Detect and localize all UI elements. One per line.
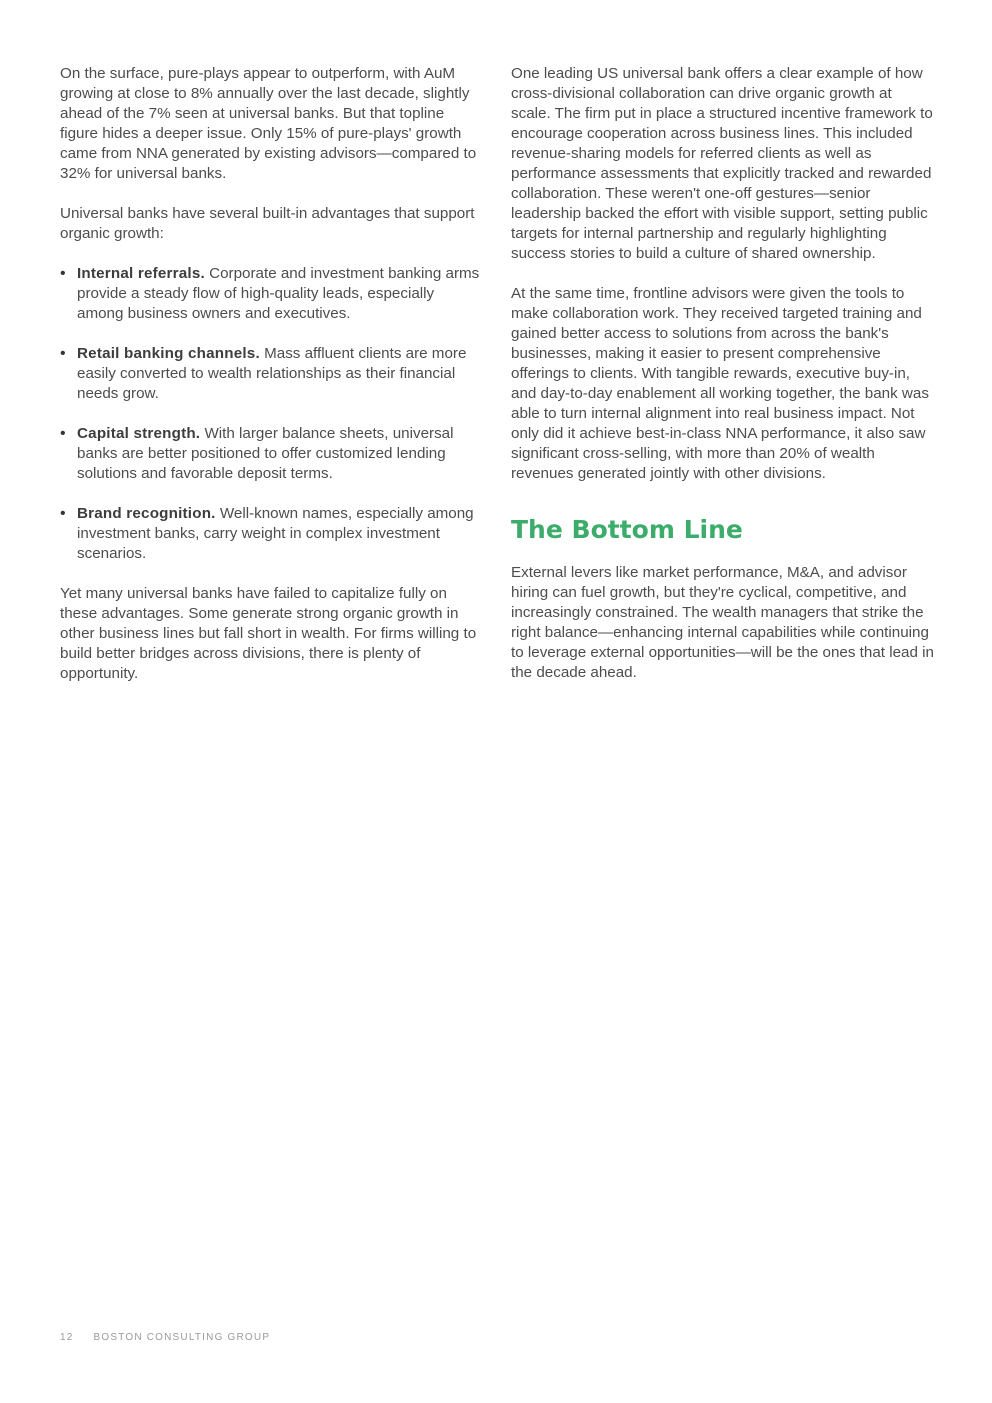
- left-column: [60, 64, 480, 704]
- body-paragraph: External levers like market performance, M&A, and advisor hiring can fuel growth, but they're cyclical, competitive, and increasingly constrained. The wealth managers that strike the right balance—enhancing internal capabilities while continuing to leverage external opportunities—will be the ones that lead in the decade ahead.: [511, 564, 934, 681]
- list-item-text: Corporate and investment banking arms provide a steady flow of high-quality leads, especially among business owners and executives.: [77, 265, 480, 322]
- body-paragraph: Yet many universal banks have failed to capitalize fully on these advantages. Some generate strong organic growth in other business lines but fall short in wealth. For firms willing to build better bridges across divisions, there is plenty of opportunity.: [60, 585, 477, 682]
- advantages-list: [60, 264, 480, 564]
- list-item-title: Internal referrals.: [77, 265, 205, 282]
- list-item-title: Brand recognition.: [77, 505, 216, 522]
- section-heading: The Bottom Line: [511, 515, 743, 544]
- bullet-icon: •: [60, 345, 66, 362]
- right-column: [511, 64, 935, 703]
- bullet-icon: •: [60, 265, 66, 282]
- list-item: [60, 504, 480, 564]
- list-item: [60, 344, 480, 404]
- body-paragraph: Universal banks have several built-in advantages that support organic growth:: [60, 205, 475, 242]
- list-item: [60, 264, 480, 324]
- body-paragraph: One leading US universal bank offers a clear example of how cross-divisional collaboration can drive organic growth at scale. The firm put in place a structured incentive framework to encourage cooperation across business lines. This included revenue-sharing models for referred clients as well as performance assessments that explicitly tracked and rewarded collaboration. These weren't one-off gestures—senior leadership backed the effort with visible support, setting public targets for internal partnership and regularly highlighting success stories to build a culture of shared ownership.: [511, 65, 933, 262]
- list-item-text: Mass affluent clients are more easily converted to wealth relationships as their financial needs grow.: [77, 345, 467, 402]
- list-item-title: Retail banking channels.: [77, 345, 260, 362]
- page-footer: [60, 1332, 270, 1343]
- body-paragraph: On the surface, pure-plays appear to outperform, with AuM growing at close to 8% annually over the last decade, slightly ahead of the 7% seen at universal banks. But that topline figure hides a deeper issue. Only 15% of pure-plays' growth came from NNA generated by existing advisors—compared to 32% for universal banks.: [60, 65, 477, 182]
- list-item: [60, 424, 480, 484]
- list-item-text: Well-known names, especially among investment banks, carry weight in complex investment scenarios.: [77, 505, 474, 562]
- body-paragraph: At the same time, frontline advisors were given the tools to make collaboration work. They received targeted training and gained better access to solutions from across the bank's businesses, making it easier to present comprehensive offerings to clients. With tangible rewards, executive buy-in, and day-to-day enablement all working together, the bank was able to turn internal alignment into real business impact. Not only did it achieve best-in-class NNA performance, it also saw significant cross-selling, with more than 20% of wealth revenues generated jointly with other divisions.: [511, 285, 929, 482]
- list-item-title: Capital strength.: [77, 425, 201, 442]
- publisher-name: BOSTON CONSULTING GROUP: [93, 1332, 271, 1343]
- page-number: 12: [60, 1332, 74, 1343]
- list-item-text: With larger balance sheets, universal banks are better positioned to offer customized lending solutions and favorable deposit terms.: [77, 425, 454, 482]
- bullet-icon: •: [60, 425, 66, 442]
- bullet-icon: •: [60, 505, 66, 522]
